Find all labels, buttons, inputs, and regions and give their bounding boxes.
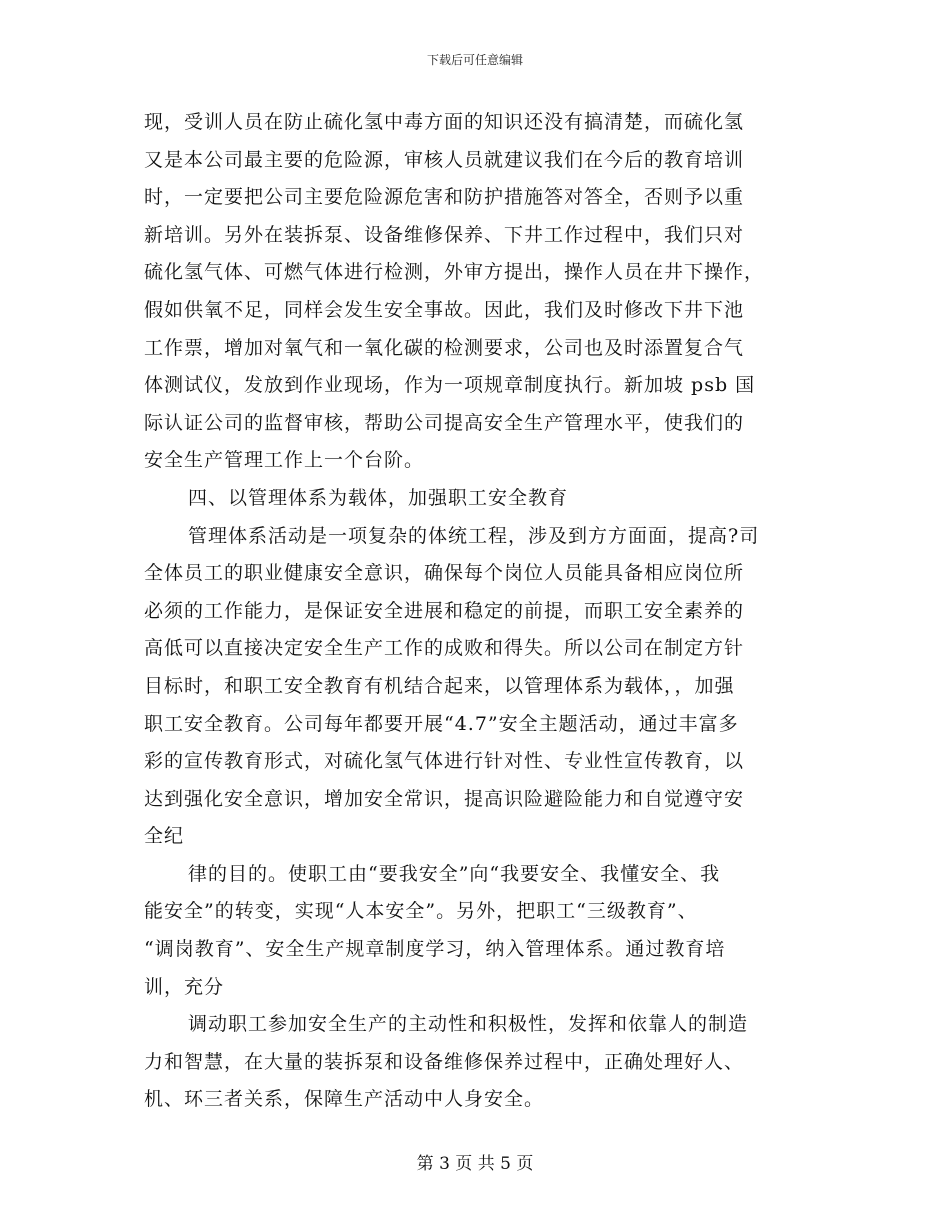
text-line: 力和智慧，在大量的装拆泵和设备维修保养过程中，正确处理好人、 [144, 1050, 745, 1073]
text-line: 工作票，增加对氧气和一氧化碳的检测要求，公司也及时添置复合气 [144, 336, 745, 359]
text-line: 职工安全教育。公司每年都要开展“4.7”安全主题活动，通过丰富多 [144, 712, 739, 735]
document-body [144, 104, 806, 1119]
section-heading: 四、以管理体系为载体，加强职工安全教育 [188, 486, 569, 509]
page-header: 下载后可任意编辑 [426, 53, 523, 67]
text-line: 新培训。另外在装拆泵、设备维修保养、下井工作过程中，我们只对 [144, 223, 745, 246]
text-line: 高低可以直接决定安全生产工作的成败和得失。所以公司在制定方针 [144, 637, 745, 660]
text-line: 达到强化安全意识，增加安全常识，提高识险避险能力和自觉遵守安 [144, 787, 745, 810]
page-number: 第 3 页 共 5 页 [416, 1154, 534, 1174]
text-line: 际认证公司的监督审核，帮助公司提高安全生产管理水平，使我们的 [144, 411, 745, 434]
text-line: 体测试仪，发放到作业现场，作为一项规章制度执行。新加坡 psb 国 [144, 374, 756, 397]
text-line: 管理体系活动是一项复杂的体统工程，涉及到方方面面，提高?司 [188, 524, 760, 547]
text-line: 律的目的。使职工由“要我安全”向“我要安全、我懂安全、我 [188, 862, 721, 885]
text-line: 安全生产管理工作上一个台阶。 [144, 449, 425, 472]
text-line: 全纪 [144, 825, 185, 848]
text-line: 能安全”的转变，实现“人本安全”。另外，把职工“三级教育”、 [144, 900, 698, 923]
text-line: 硫化氢气体、可燃气体进行检测，外审方提出，操作人员在井下操作， [144, 261, 765, 284]
text-line: 目标时，和职工安全教育有机结合起来，以管理体系为载体，，加强 [144, 674, 735, 697]
text-line: 全体员工的职业健康安全意识，确保每个岗位人员能具备相应岗位所 [144, 562, 745, 585]
text-line: 训，充分 [144, 975, 225, 998]
text-line: 时，一定要把公司主要危险源危害和防护措施答对答全，否则予以重 [144, 186, 745, 209]
text-line: 现，受训人员在防止硫化氢中毒方面的知识还没有搞清楚，而硫化氢 [144, 111, 745, 133]
text-line: “调岗教育”、安全生产规章制度学习，纳入管理体系。通过教育培 [144, 938, 726, 961]
text-line: 调动职工参加安全生产的主动性和积极性，发挥和依靠人的制造 [188, 1013, 749, 1036]
text-line: 彩的宣传教育形式，对硫化氢气体进行针对性、专业性宣传教育，以 [144, 750, 745, 773]
text-line: 又是本公司最主要的危险源，审核人员就建议我们在今后的教育培训 [144, 148, 745, 171]
text-line: 机、环三者关系，保障生产活动中人身安全。 [144, 1088, 545, 1111]
text-line: 假如供氧不足，同样会发生安全事故。因此，我们及时修改下井下池 [144, 298, 745, 321]
text-line: 必须的工作能力，是保证安全进展和稳定的前提，而职工安全素养的 [144, 599, 745, 622]
